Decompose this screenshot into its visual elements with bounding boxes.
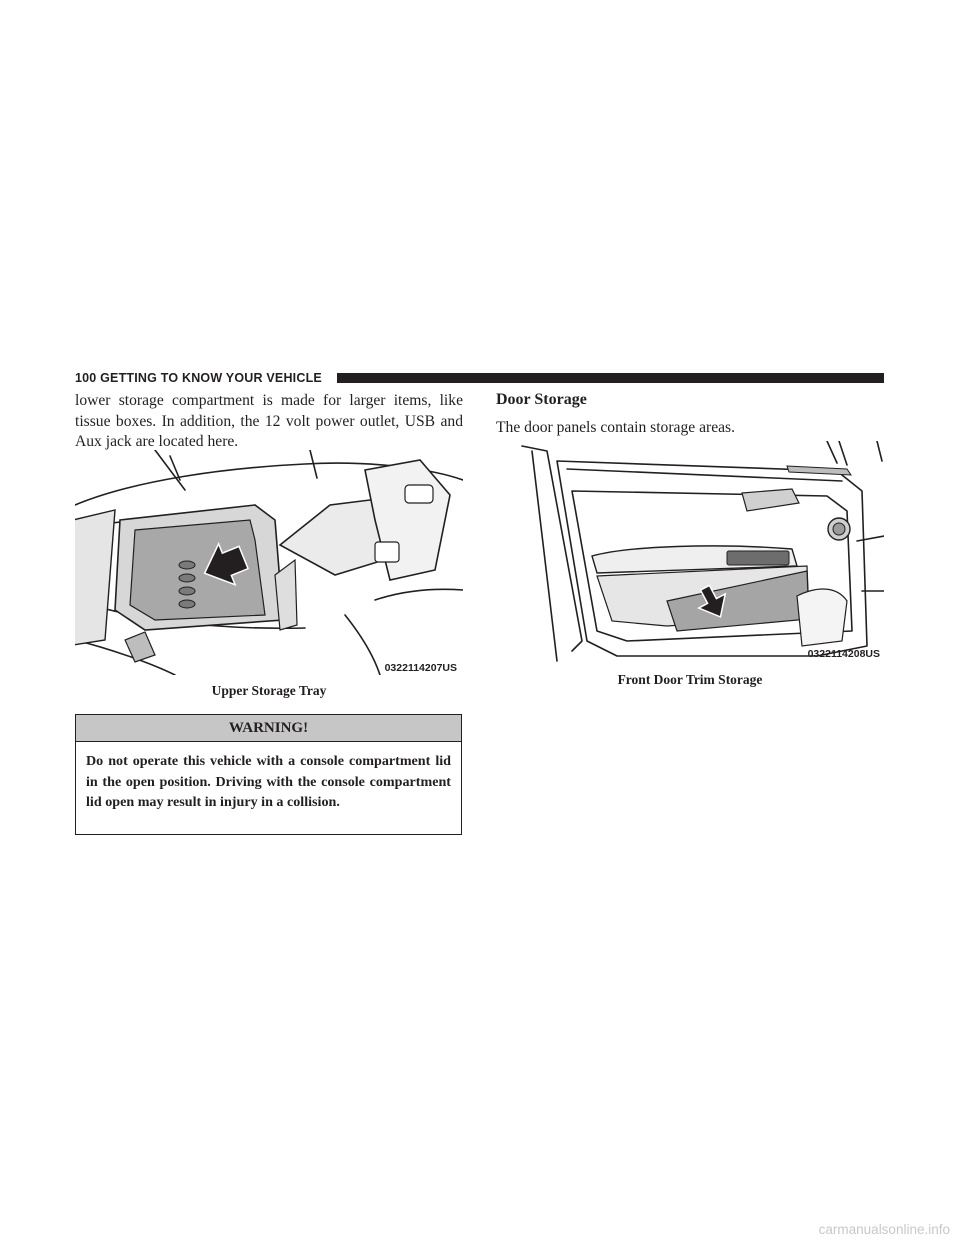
figure-caption: Front Door Trim Storage — [617, 672, 763, 687]
console-drawing — [75, 450, 463, 675]
section-heading: Door Storage — [496, 391, 587, 408]
warning-title: WARNING! — [76, 715, 461, 742]
figure-code: 0322114208US — [807, 648, 880, 660]
door-illustration — [517, 441, 884, 664]
body-paragraph: The door panels contain storage areas. — [496, 419, 736, 436]
warning-box — [75, 714, 462, 835]
watermark: carmanualsonline.info — [818, 1222, 950, 1237]
console-illustration — [75, 450, 463, 675]
body-paragraph: lower storage compartment is made for larger items, like tissue boxes. In addition, the 12 volt power outlet, USB and Aux jack are located here. — [75, 392, 463, 450]
page-header — [75, 371, 884, 387]
figure-code: 0322114207US — [384, 662, 457, 674]
warning-text: Do not operate this vehicle with a console compartment lid in the open position. Driving with the console compartment lid open may result in injury in a collision. — [86, 753, 451, 810]
header-rule — [337, 373, 884, 383]
left-column — [75, 391, 463, 453]
door-drawing — [517, 441, 884, 664]
figure-caption: Upper Storage Tray — [211, 683, 327, 698]
page-number-and-section: 100 GETTING TO KNOW YOUR VEHICLE — [75, 371, 322, 385]
